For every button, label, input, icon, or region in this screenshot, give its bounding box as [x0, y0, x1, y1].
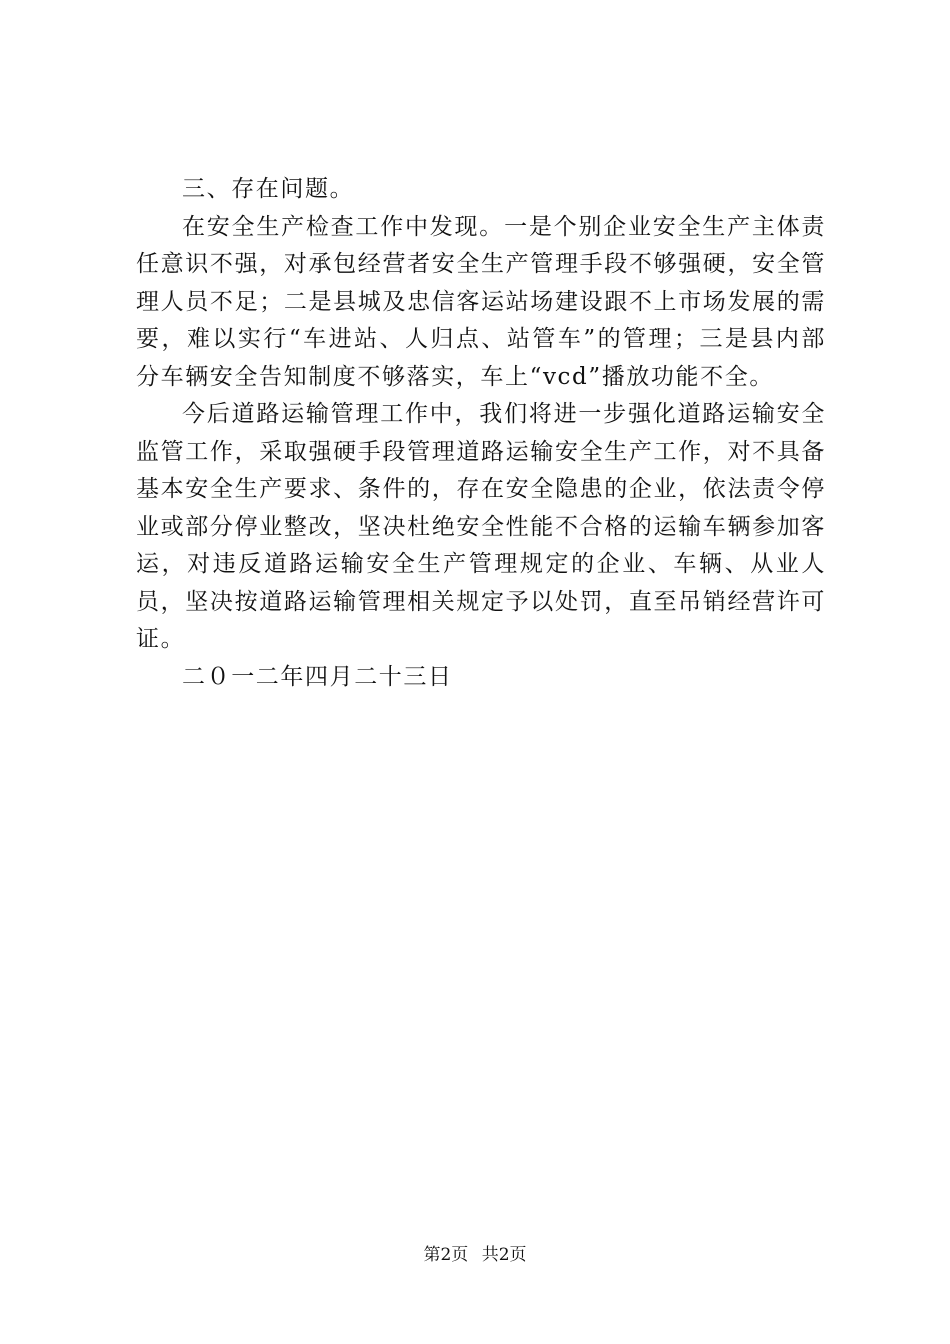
document-date: 二０一二年四月二十三日 [182, 663, 453, 690]
document-body [136, 171, 826, 696]
paragraph-problems: 在安全生产检查工作中发现。一是个别企业安全生产主体责任意识不强，对承包经营者安全生产管理手段不够强硬，安全管理人员不足；二是县城及忠信客运站场建设跟不上市场发展的需要，难以实行“车进站、人归点、站管车”的管理；三是县内部分车辆安全告知制度不够落实，车上“vcd”播放功能不全。 [136, 213, 826, 390]
paragraph-future-work: 今后道路运输管理工作中，我们将进一步强化道路运输安全监管工作，采取强硬手段管理道路运输安全生产工作，对不具备基本安全生产要求、条件的，存在安全隐患的企业，依法责令停业或部分停业整改，坚决杜绝安全性能不合格的运输车辆参加客运，对违反道路运输安全生产管理规定的企业、车辆、从业人员，坚决按道路运输管理相关规定予以处罚，直至吊销经营许可证。 [136, 401, 826, 652]
total-page-count: 共2页 [481, 1245, 527, 1265]
current-page-number: 第2页 [423, 1245, 469, 1265]
page-footer [0, 1243, 950, 1267]
section-heading: 三、存在问题。 [182, 176, 355, 202]
